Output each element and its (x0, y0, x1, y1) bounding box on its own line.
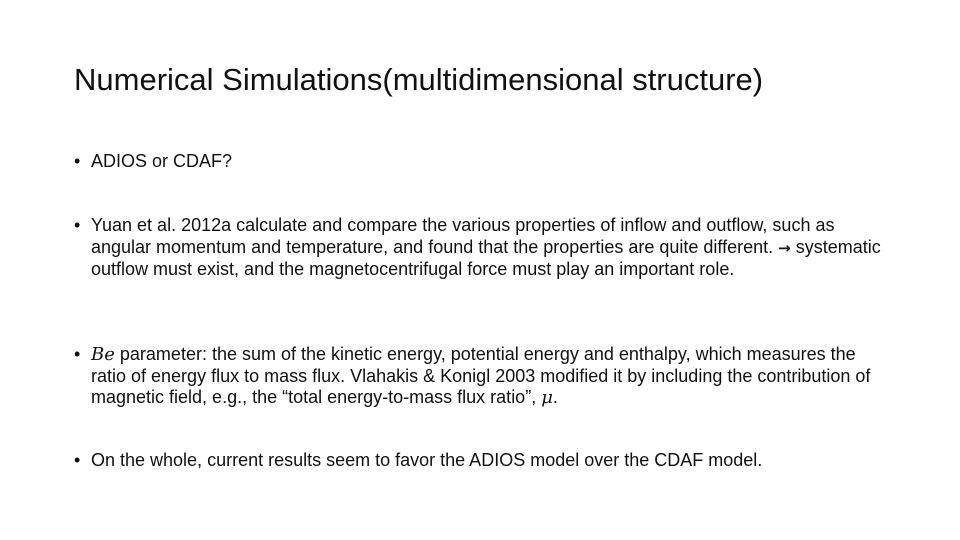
bullet-item-1 (74, 151, 884, 173)
bullet-dot: • (74, 450, 81, 470)
bullet-text-2-part1: Yuan et al. 2012a calculate and compare the various properties of inflow and outflow, such as angular momentum and temperature, and found that the properties are quite different. (91, 215, 835, 257)
bullet-text-3-part2: . (552, 387, 558, 407)
mu-symbol: μ (541, 387, 553, 408)
bullet-item-3 (74, 344, 884, 409)
bullet-item-2 (74, 215, 884, 281)
bullet-dot: • (74, 344, 81, 364)
bullet-text-3-part1: parameter: the sum of the kinetic energy, potential energy and enthalpy, which measures the ratio of energy flux to mass flux. Vlahakis & Konigl 2003 modified it by including the contribution of magnetic field, e.g., the “total energy-to-mass flux ratio”, (91, 344, 871, 407)
slide-title: Numerical Simulations(multidimensional structure) (74, 62, 764, 97)
bullet-item-4 (74, 450, 884, 472)
bullet-dot: • (74, 215, 81, 235)
bullet-text-2 (91, 215, 884, 281)
bullet-dot: • (74, 151, 81, 171)
bullet-text-1: ADIOS or CDAF? (91, 151, 233, 171)
right-arrow-icon: → (778, 238, 791, 257)
bullet-text-3 (91, 344, 884, 409)
be-symbol: Be (91, 344, 115, 365)
bullet-text-2-part2: systematic outflow must exist, and the magnetocentrifugal force must play an important role. (91, 236, 881, 279)
bullet-text-4: On the whole, current results seem to favor the ADIOS model over the CDAF model. (91, 450, 763, 470)
